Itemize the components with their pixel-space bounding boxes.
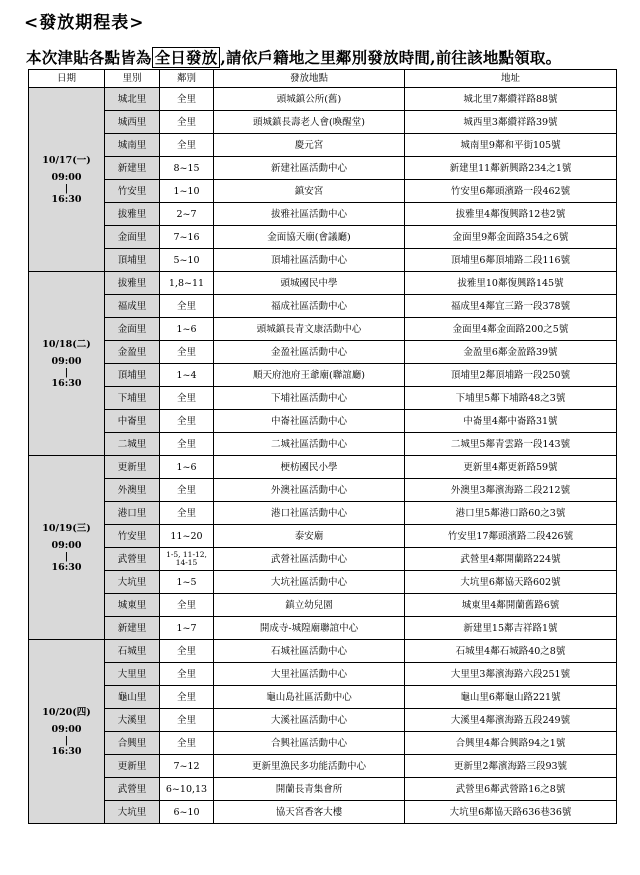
time-end: 16:30 — [51, 745, 82, 757]
table-row — [29, 456, 617, 479]
place-cell: 金盈社區活動中心 — [214, 341, 405, 364]
place-cell: 石城社區活動中心 — [214, 640, 405, 663]
time-start: 09:00 — [51, 539, 82, 551]
address-cell: 頂埔里6鄰頂埔路二段116號 — [405, 249, 617, 272]
date-cell — [29, 456, 105, 640]
place-cell: 泰安廟 — [214, 525, 405, 548]
address-cell: 大坑里6鄰協天路636巷36號 — [405, 801, 617, 824]
address-cell: 武營里6鄰武營路16之8號 — [405, 778, 617, 801]
table-row — [29, 410, 617, 433]
place-cell: 合興社區活動中心 — [214, 732, 405, 755]
table-row — [29, 134, 617, 157]
place-cell: 外澳社區活動中心 — [214, 479, 405, 502]
table-row — [29, 387, 617, 410]
place-cell: 頭城鎮長壽老人會(喚醒堂) — [214, 111, 405, 134]
place-cell: 順天府池府王爺廟(聯誼廳) — [214, 364, 405, 387]
table-row — [29, 663, 617, 686]
table-row — [29, 502, 617, 525]
place-cell: 開蘭長青集會所 — [214, 778, 405, 801]
date-cell — [29, 272, 105, 456]
place-cell: 港口社區活動中心 — [214, 502, 405, 525]
place-cell: 武營社區活動中心 — [214, 548, 405, 571]
li-cell: 拔雅里 — [105, 203, 160, 226]
table-row — [29, 640, 617, 663]
address-cell: 中崙里4鄰中崙路31號 — [405, 410, 617, 433]
lin-cell: 全里 — [160, 640, 214, 663]
table-row — [29, 525, 617, 548]
lin-cell: 全里 — [160, 732, 214, 755]
address-cell: 大坑里6鄰協天路602號 — [405, 571, 617, 594]
address-cell: 頂埔里2鄰頂埔路一段250號 — [405, 364, 617, 387]
li-cell: 城東里 — [105, 594, 160, 617]
address-cell: 龜山里6鄰龜山路221號 — [405, 686, 617, 709]
li-cell: 武營里 — [105, 778, 160, 801]
table-row — [29, 571, 617, 594]
lin-cell: 11~20 — [160, 525, 214, 548]
lin-cell: 全里 — [160, 410, 214, 433]
date-label: 10/17(一) — [42, 154, 91, 166]
address-cell: 更新里2鄰濱海路三段93號 — [405, 755, 617, 778]
address-cell: 武營里4鄰開蘭路224號 — [405, 548, 617, 571]
li-cell: 中崙里 — [105, 410, 160, 433]
time-end: 16:30 — [51, 561, 82, 573]
address-cell: 新建里11鄰新興路234之1號 — [405, 157, 617, 180]
table-row — [29, 88, 617, 111]
table-row — [29, 755, 617, 778]
date-label: 10/20(四) — [42, 706, 91, 718]
address-cell: 金面里9鄰金面路354之6號 — [405, 226, 617, 249]
table-row — [29, 203, 617, 226]
lin-cell: 全里 — [160, 341, 214, 364]
table-row — [29, 433, 617, 456]
place-cell: 新建社區活動中心 — [214, 157, 405, 180]
li-cell: 新建里 — [105, 157, 160, 180]
lin-cell: 5~10 — [160, 249, 214, 272]
header-date: 日期 — [29, 70, 105, 88]
schedule-body — [29, 88, 617, 824]
table-row — [29, 226, 617, 249]
lin-cell: 全里 — [160, 709, 214, 732]
notice-text — [26, 46, 561, 68]
li-cell: 城南里 — [105, 134, 160, 157]
address-cell: 二城里5鄰青雲路一段143號 — [405, 433, 617, 456]
place-cell: 鎮立幼兒園 — [214, 594, 405, 617]
place-cell: 更新里漁民多功能活動中心 — [214, 755, 405, 778]
address-cell: 城東里4鄰開蘭舊路6號 — [405, 594, 617, 617]
notice-before: 本次津貼各點皆為 — [26, 48, 152, 67]
address-cell: 更新里4鄰更新路59號 — [405, 456, 617, 479]
address-cell: 城北里7鄰纘祥路88號 — [405, 88, 617, 111]
place-cell: 龜山島社區活動中心 — [214, 686, 405, 709]
notice-after: ,請依戶籍地之里鄰別發放時間,前往該地點領取。 — [220, 48, 562, 67]
li-cell: 城北里 — [105, 88, 160, 111]
lin-cell: 全里 — [160, 433, 214, 456]
li-cell: 新建里 — [105, 617, 160, 640]
lin-cell: 1~6 — [160, 456, 214, 479]
header-row — [29, 70, 617, 88]
table-row — [29, 364, 617, 387]
place-cell: 鎮安宮 — [214, 180, 405, 203]
table-row — [29, 594, 617, 617]
li-cell: 金面里 — [105, 318, 160, 341]
address-cell: 金面里4鄰金面路200之5號 — [405, 318, 617, 341]
li-cell: 外澳里 — [105, 479, 160, 502]
time-end: 16:30 — [51, 193, 82, 205]
lin-cell: 全里 — [160, 387, 214, 410]
li-cell: 更新里 — [105, 755, 160, 778]
time-start: 09:00 — [51, 723, 82, 735]
place-cell: 頭城國民中學 — [214, 272, 405, 295]
lin-cell: 1-5, 11-12, 14-15 — [160, 548, 214, 571]
table-row — [29, 778, 617, 801]
lin-cell: 1~7 — [160, 617, 214, 640]
header-place: 發放地點 — [214, 70, 405, 88]
place-cell: 慶元宮 — [214, 134, 405, 157]
address-cell: 合興里4鄰合興路94之1號 — [405, 732, 617, 755]
header-li: 里別 — [105, 70, 160, 88]
table-row — [29, 180, 617, 203]
place-cell: 拔雅社區活動中心 — [214, 203, 405, 226]
lin-cell: 全里 — [160, 663, 214, 686]
li-cell: 龜山里 — [105, 686, 160, 709]
place-cell: 大里社區活動中心 — [214, 663, 405, 686]
date-cell — [29, 88, 105, 272]
schedule-table — [28, 69, 617, 824]
place-cell: 大溪社區活動中心 — [214, 709, 405, 732]
time-start: 09:00 — [51, 171, 82, 183]
li-cell: 下埔里 — [105, 387, 160, 410]
li-cell: 二城里 — [105, 433, 160, 456]
li-cell: 港口里 — [105, 502, 160, 525]
notice-boxed: 全日發放 — [152, 47, 221, 68]
place-cell: 下埔社區活動中心 — [214, 387, 405, 410]
table-row — [29, 295, 617, 318]
li-cell: 金盈里 — [105, 341, 160, 364]
time-start: 09:00 — [51, 355, 82, 367]
li-cell: 福成里 — [105, 295, 160, 318]
place-cell: 大坑社區活動中心 — [214, 571, 405, 594]
header-lin: 鄰別 — [160, 70, 214, 88]
table-row — [29, 157, 617, 180]
lin-cell: 1~4 — [160, 364, 214, 387]
lin-cell: 6~10 — [160, 801, 214, 824]
address-cell: 福成里4鄰宜三路一段378號 — [405, 295, 617, 318]
lin-cell: 2~7 — [160, 203, 214, 226]
lin-cell: 1~6 — [160, 318, 214, 341]
table-row — [29, 318, 617, 341]
lin-cell: 1~5 — [160, 571, 214, 594]
address-cell: 金盈里6鄰金盈路39號 — [405, 341, 617, 364]
address-cell: 石城里4鄰石城路40之8號 — [405, 640, 617, 663]
address-cell: 下埔里5鄰下埔路48之3號 — [405, 387, 617, 410]
lin-cell: 1,8~11 — [160, 272, 214, 295]
place-cell: 福成社區活動中心 — [214, 295, 405, 318]
place-cell: 梗枋國民小學 — [214, 456, 405, 479]
table-row — [29, 732, 617, 755]
table-row — [29, 686, 617, 709]
place-cell: 金面協天廟(會議廳) — [214, 226, 405, 249]
place-cell: 頭城鎮長青文康活動中心 — [214, 318, 405, 341]
address-cell: 新建里15鄰吉祥路1號 — [405, 617, 617, 640]
page-title: <發放期程表> — [24, 13, 145, 33]
table-row — [29, 617, 617, 640]
lin-cell: 全里 — [160, 295, 214, 318]
table-row — [29, 249, 617, 272]
lin-cell: 全里 — [160, 594, 214, 617]
lin-cell: 1~10 — [160, 180, 214, 203]
li-cell: 石城里 — [105, 640, 160, 663]
address-cell: 竹安里6鄰頭濱路一段462號 — [405, 180, 617, 203]
place-cell: 協天宮香客大樓 — [214, 801, 405, 824]
lin-cell: 全里 — [160, 686, 214, 709]
table-row — [29, 479, 617, 502]
address-cell: 城南里9鄰和平街105號 — [405, 134, 617, 157]
address-cell: 城西里3鄰纘祥路39號 — [405, 111, 617, 134]
address-cell: 竹安里17鄰頭濱路二段426號 — [405, 525, 617, 548]
time-separator: | — [64, 366, 69, 378]
table-row — [29, 341, 617, 364]
place-cell: 頭城鎮公所(舊) — [214, 88, 405, 111]
lin-cell: 全里 — [160, 134, 214, 157]
address-cell: 大里里3鄰濱海路六段251號 — [405, 663, 617, 686]
li-cell: 武營里 — [105, 548, 160, 571]
li-cell: 金面里 — [105, 226, 160, 249]
li-cell: 拔雅里 — [105, 272, 160, 295]
li-cell: 大坑里 — [105, 571, 160, 594]
address-cell: 拔雅里4鄰復興路12巷2號 — [405, 203, 617, 226]
lin-cell: 全里 — [160, 502, 214, 525]
time-separator: | — [64, 734, 69, 746]
li-cell: 竹安里 — [105, 525, 160, 548]
place-cell: 頂埔社區活動中心 — [214, 249, 405, 272]
table-row — [29, 548, 617, 571]
li-cell: 竹安里 — [105, 180, 160, 203]
address-cell: 外澳里3鄰濱海路二段212號 — [405, 479, 617, 502]
date-label: 10/18(二) — [42, 338, 91, 350]
li-cell: 大坑里 — [105, 801, 160, 824]
date-cell — [29, 640, 105, 824]
lin-cell: 全里 — [160, 479, 214, 502]
date-label: 10/19(三) — [42, 522, 91, 534]
li-cell: 更新里 — [105, 456, 160, 479]
lin-cell: 6~10,13 — [160, 778, 214, 801]
li-cell: 大里里 — [105, 663, 160, 686]
place-cell: 二城社區活動中心 — [214, 433, 405, 456]
lin-cell: 全里 — [160, 111, 214, 134]
li-cell: 合興里 — [105, 732, 160, 755]
place-cell: 中崙社區活動中心 — [214, 410, 405, 433]
time-separator: | — [64, 182, 69, 194]
lin-cell: 7~12 — [160, 755, 214, 778]
address-cell: 拔雅里10鄰復興路145號 — [405, 272, 617, 295]
address-cell: 港口里5鄰港口路60之3號 — [405, 502, 617, 525]
li-cell: 頂埔里 — [105, 249, 160, 272]
table-row — [29, 709, 617, 732]
table-row — [29, 111, 617, 134]
time-end: 16:30 — [51, 377, 82, 389]
lin-cell: 全里 — [160, 88, 214, 111]
place-cell: 開成寺-城隍廟聯誼中心 — [214, 617, 405, 640]
address-cell: 大溪里4鄰濱海路五段249號 — [405, 709, 617, 732]
lin-cell: 7~16 — [160, 226, 214, 249]
li-cell: 城西里 — [105, 111, 160, 134]
li-cell: 頂埔里 — [105, 364, 160, 387]
time-separator: | — [64, 550, 69, 562]
lin-cell: 8~15 — [160, 157, 214, 180]
header-address: 地址 — [405, 70, 617, 88]
table-row — [29, 801, 617, 824]
li-cell: 大溪里 — [105, 709, 160, 732]
table-row — [29, 272, 617, 295]
